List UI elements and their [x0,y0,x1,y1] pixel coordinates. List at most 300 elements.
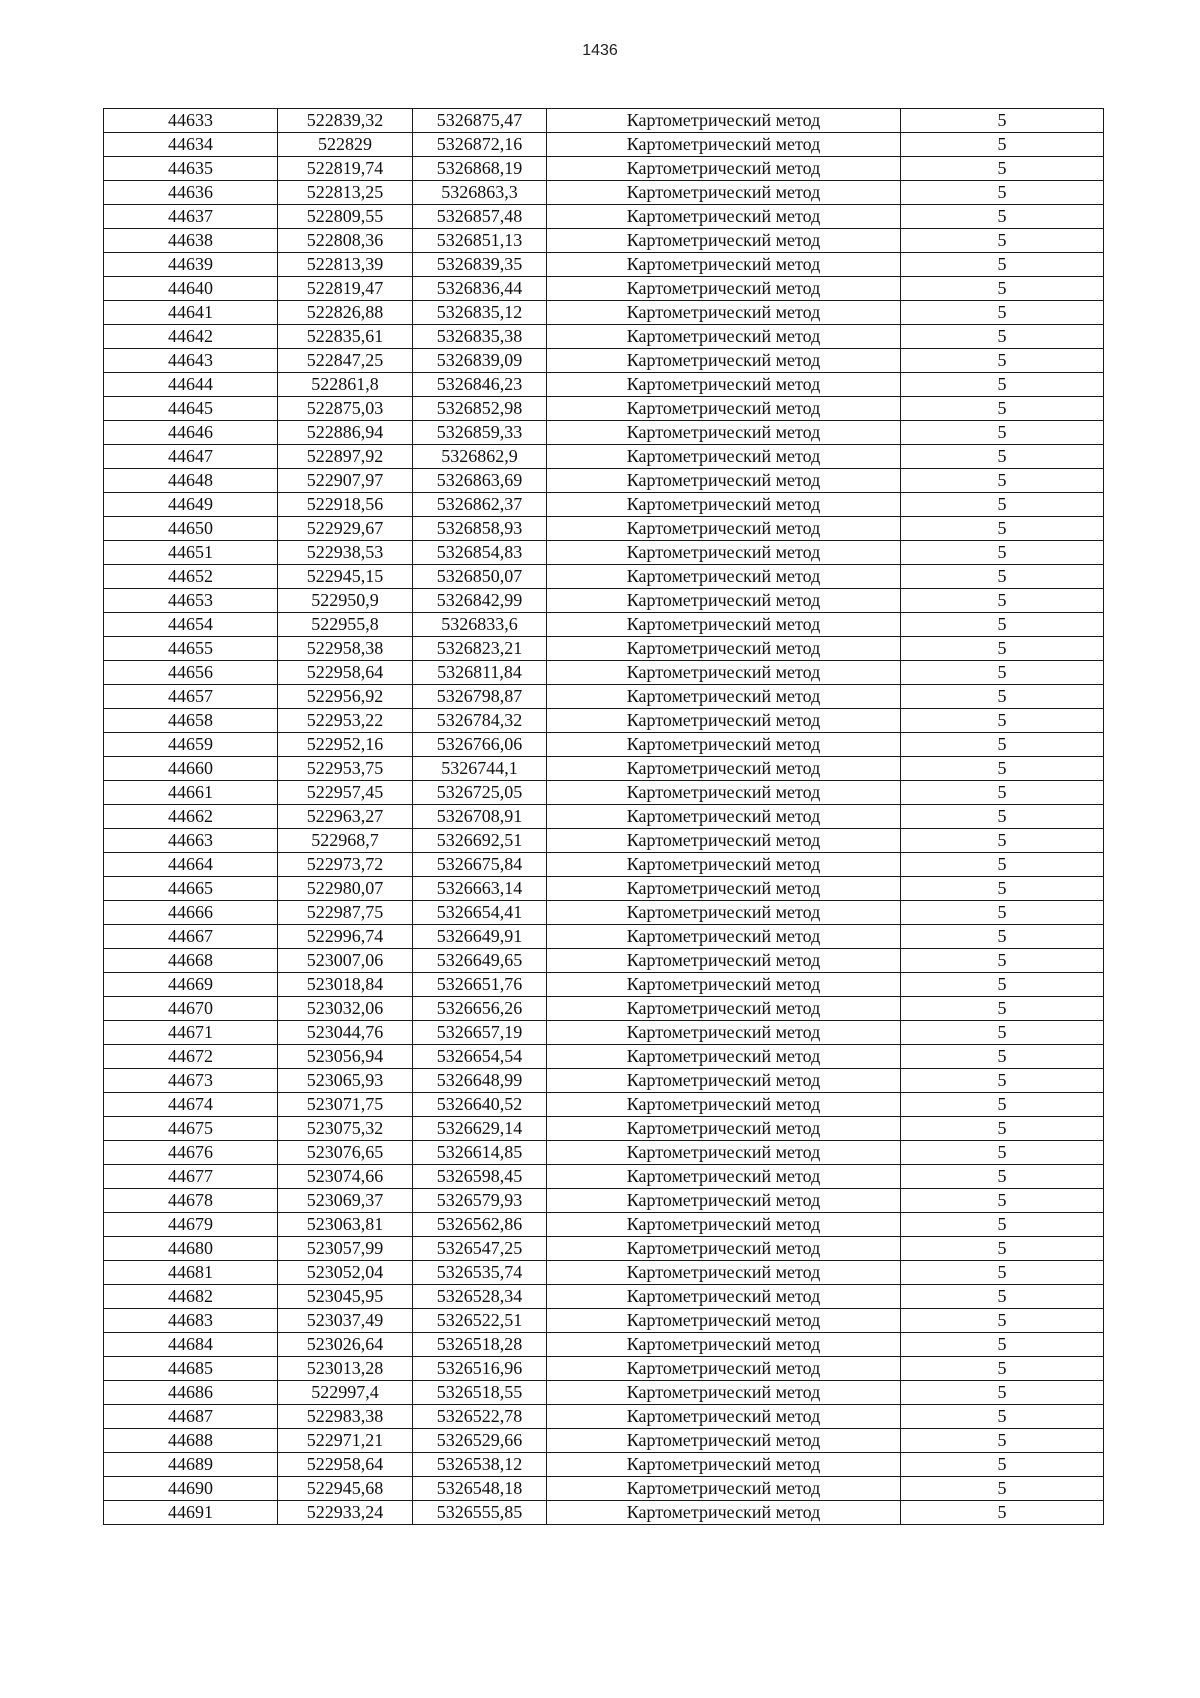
point-number-cell: 44640 [104,277,278,301]
method-cell: Картометрический метод [547,1021,901,1045]
y-coordinate-cell: 5326857,48 [413,205,547,229]
table-row [104,1381,1104,1405]
table-row [104,1261,1104,1285]
point-number-cell: 44641 [104,301,278,325]
coordinates-table [103,108,1104,1525]
table-row [104,1501,1104,1525]
y-coordinate-cell: 5326522,51 [413,1309,547,1333]
x-coordinate-cell: 522933,24 [278,1501,413,1525]
y-coordinate-cell: 5326835,38 [413,325,547,349]
accuracy-cell: 5 [901,1357,1104,1381]
table-row [104,781,1104,805]
point-number-cell: 44667 [104,925,278,949]
x-coordinate-cell: 523075,32 [278,1117,413,1141]
y-coordinate-cell: 5326850,07 [413,565,547,589]
x-coordinate-cell: 522973,72 [278,853,413,877]
y-coordinate-cell: 5326708,91 [413,805,547,829]
x-coordinate-cell: 522829 [278,133,413,157]
table-row [104,109,1104,133]
table-row [104,1189,1104,1213]
table-row [104,925,1104,949]
method-cell: Картометрический метод [547,1261,901,1285]
method-cell: Картометрический метод [547,301,901,325]
table-row [104,1285,1104,1309]
y-coordinate-cell: 5326842,99 [413,589,547,613]
accuracy-cell: 5 [901,1237,1104,1261]
x-coordinate-cell: 522997,4 [278,1381,413,1405]
point-number-cell: 44684 [104,1333,278,1357]
accuracy-cell: 5 [901,613,1104,637]
point-number-cell: 44645 [104,397,278,421]
y-coordinate-cell: 5326675,84 [413,853,547,877]
accuracy-cell: 5 [901,661,1104,685]
y-coordinate-cell: 5326839,09 [413,349,547,373]
method-cell: Картометрический метод [547,205,901,229]
accuracy-cell: 5 [901,973,1104,997]
point-number-cell: 44685 [104,1357,278,1381]
method-cell: Картометрический метод [547,325,901,349]
method-cell: Картометрический метод [547,277,901,301]
y-coordinate-cell: 5326868,19 [413,157,547,181]
method-cell: Картометрический метод [547,997,901,1021]
point-number-cell: 44646 [104,421,278,445]
method-cell: Картометрический метод [547,781,901,805]
y-coordinate-cell: 5326629,14 [413,1117,547,1141]
accuracy-cell: 5 [901,397,1104,421]
method-cell: Картометрический метод [547,157,901,181]
accuracy-cell: 5 [901,733,1104,757]
point-number-cell: 44647 [104,445,278,469]
accuracy-cell: 5 [901,493,1104,517]
x-coordinate-cell: 522819,47 [278,277,413,301]
method-cell: Картометрический метод [547,493,901,517]
method-cell: Картометрический метод [547,349,901,373]
x-coordinate-cell: 523076,65 [278,1141,413,1165]
table-row [104,229,1104,253]
point-number-cell: 44676 [104,1141,278,1165]
y-coordinate-cell: 5326656,26 [413,997,547,1021]
y-coordinate-cell: 5326872,16 [413,133,547,157]
y-coordinate-cell: 5326522,78 [413,1405,547,1429]
method-cell: Картометрический метод [547,1357,901,1381]
point-number-cell: 44635 [104,157,278,181]
method-cell: Картометрический метод [547,181,901,205]
x-coordinate-cell: 523052,04 [278,1261,413,1285]
method-cell: Картометрический метод [547,1213,901,1237]
x-coordinate-cell: 522886,94 [278,421,413,445]
table-row [104,421,1104,445]
method-cell: Картометрический метод [547,853,901,877]
x-coordinate-cell: 522957,45 [278,781,413,805]
x-coordinate-cell: 522955,8 [278,613,413,637]
table-row [104,1309,1104,1333]
point-number-cell: 44668 [104,949,278,973]
x-coordinate-cell: 522987,75 [278,901,413,925]
table-row [104,373,1104,397]
x-coordinate-cell: 523057,99 [278,1237,413,1261]
accuracy-cell: 5 [901,109,1104,133]
point-number-cell: 44688 [104,1429,278,1453]
y-coordinate-cell: 5326516,96 [413,1357,547,1381]
y-coordinate-cell: 5326862,37 [413,493,547,517]
table-row [104,1045,1104,1069]
accuracy-cell: 5 [901,781,1104,805]
x-coordinate-cell: 522945,68 [278,1477,413,1501]
table-row [104,325,1104,349]
table-row [104,1021,1104,1045]
x-coordinate-cell: 523074,66 [278,1165,413,1189]
accuracy-cell: 5 [901,1405,1104,1429]
method-cell: Картометрический метод [547,1285,901,1309]
table-row [104,877,1104,901]
x-coordinate-cell: 522839,32 [278,109,413,133]
point-number-cell: 44672 [104,1045,278,1069]
table-row [104,661,1104,685]
y-coordinate-cell: 5326851,13 [413,229,547,253]
x-coordinate-cell: 522809,55 [278,205,413,229]
point-number-cell: 44675 [104,1117,278,1141]
accuracy-cell: 5 [901,469,1104,493]
accuracy-cell: 5 [901,325,1104,349]
point-number-cell: 44680 [104,1237,278,1261]
accuracy-cell: 5 [901,1453,1104,1477]
y-coordinate-cell: 5326654,54 [413,1045,547,1069]
method-cell: Картометрический метод [547,1405,901,1429]
accuracy-cell: 5 [901,1069,1104,1093]
x-coordinate-cell: 523013,28 [278,1357,413,1381]
accuracy-cell: 5 [901,1045,1104,1069]
method-cell: Картометрический метод [547,1093,901,1117]
point-number-cell: 44634 [104,133,278,157]
x-coordinate-cell: 522808,36 [278,229,413,253]
table-row [104,517,1104,541]
method-cell: Картометрический метод [547,565,901,589]
x-coordinate-cell: 522875,03 [278,397,413,421]
point-number-cell: 44683 [104,1309,278,1333]
method-cell: Картометрический метод [547,1165,901,1189]
table-row [104,1213,1104,1237]
accuracy-cell: 5 [901,541,1104,565]
accuracy-cell: 5 [901,1501,1104,1525]
x-coordinate-cell: 523007,06 [278,949,413,973]
accuracy-cell: 5 [901,565,1104,589]
coordinates-table-body [104,109,1104,1525]
method-cell: Картометрический метод [547,1381,901,1405]
y-coordinate-cell: 5326859,33 [413,421,547,445]
method-cell: Картометрический метод [547,229,901,253]
y-coordinate-cell: 5326836,44 [413,277,547,301]
y-coordinate-cell: 5326555,85 [413,1501,547,1525]
y-coordinate-cell: 5326823,21 [413,637,547,661]
table-row [104,277,1104,301]
y-coordinate-cell: 5326854,83 [413,541,547,565]
y-coordinate-cell: 5326784,32 [413,709,547,733]
point-number-cell: 44633 [104,109,278,133]
method-cell: Картометрический метод [547,757,901,781]
table-row [104,1333,1104,1357]
method-cell: Картометрический метод [547,925,901,949]
table-row [104,805,1104,829]
accuracy-cell: 5 [901,1165,1104,1189]
x-coordinate-cell: 523037,49 [278,1309,413,1333]
accuracy-cell: 5 [901,229,1104,253]
y-coordinate-cell: 5326535,74 [413,1261,547,1285]
method-cell: Картометрический метод [547,421,901,445]
y-coordinate-cell: 5326858,93 [413,517,547,541]
accuracy-cell: 5 [901,685,1104,709]
point-number-cell: 44665 [104,877,278,901]
point-number-cell: 44689 [104,1453,278,1477]
table-row [104,205,1104,229]
accuracy-cell: 5 [901,1285,1104,1309]
x-coordinate-cell: 522835,61 [278,325,413,349]
method-cell: Картометрический метод [547,373,901,397]
accuracy-cell: 5 [901,901,1104,925]
method-cell: Картометрический метод [547,517,901,541]
point-number-cell: 44661 [104,781,278,805]
table-row [104,901,1104,925]
accuracy-cell: 5 [901,1381,1104,1405]
x-coordinate-cell: 522996,74 [278,925,413,949]
x-coordinate-cell: 522929,67 [278,517,413,541]
point-number-cell: 44638 [104,229,278,253]
point-number-cell: 44686 [104,1381,278,1405]
table-row [104,1477,1104,1501]
y-coordinate-cell: 5326798,87 [413,685,547,709]
y-coordinate-cell: 5326562,86 [413,1213,547,1237]
x-coordinate-cell: 522918,56 [278,493,413,517]
point-number-cell: 44657 [104,685,278,709]
y-coordinate-cell: 5326875,47 [413,109,547,133]
accuracy-cell: 5 [901,997,1104,1021]
accuracy-cell: 5 [901,301,1104,325]
x-coordinate-cell: 523018,84 [278,973,413,997]
y-coordinate-cell: 5326744,1 [413,757,547,781]
table-row [104,445,1104,469]
y-coordinate-cell: 5326538,12 [413,1453,547,1477]
x-coordinate-cell: 522958,64 [278,1453,413,1477]
y-coordinate-cell: 5326862,9 [413,445,547,469]
accuracy-cell: 5 [901,709,1104,733]
accuracy-cell: 5 [901,1117,1104,1141]
point-number-cell: 44636 [104,181,278,205]
y-coordinate-cell: 5326835,12 [413,301,547,325]
table-row [104,853,1104,877]
y-coordinate-cell: 5326518,55 [413,1381,547,1405]
y-coordinate-cell: 5326863,69 [413,469,547,493]
method-cell: Картометрический метод [547,1141,901,1165]
point-number-cell: 44678 [104,1189,278,1213]
method-cell: Картометрический метод [547,1453,901,1477]
method-cell: Картометрический метод [547,589,901,613]
method-cell: Картометрический метод [547,661,901,685]
table-row [104,1405,1104,1429]
x-coordinate-cell: 522968,7 [278,829,413,853]
table-row [104,1093,1104,1117]
point-number-cell: 44691 [104,1501,278,1525]
point-number-cell: 44679 [104,1213,278,1237]
point-number-cell: 44648 [104,469,278,493]
accuracy-cell: 5 [901,1141,1104,1165]
accuracy-cell: 5 [901,1213,1104,1237]
table-row [104,349,1104,373]
x-coordinate-cell: 522907,97 [278,469,413,493]
x-coordinate-cell: 522953,75 [278,757,413,781]
table-row [104,709,1104,733]
table-row [104,637,1104,661]
method-cell: Картометрический метод [547,1309,901,1333]
y-coordinate-cell: 5326654,41 [413,901,547,925]
x-coordinate-cell: 522813,39 [278,253,413,277]
table-row [104,181,1104,205]
point-number-cell: 44662 [104,805,278,829]
y-coordinate-cell: 5326579,93 [413,1189,547,1213]
x-coordinate-cell: 522945,15 [278,565,413,589]
point-number-cell: 44674 [104,1093,278,1117]
accuracy-cell: 5 [901,925,1104,949]
accuracy-cell: 5 [901,181,1104,205]
point-number-cell: 44664 [104,853,278,877]
method-cell: Картометрический метод [547,829,901,853]
method-cell: Картометрический метод [547,109,901,133]
table-row [104,301,1104,325]
accuracy-cell: 5 [901,421,1104,445]
point-number-cell: 44650 [104,517,278,541]
accuracy-cell: 5 [901,1309,1104,1333]
method-cell: Картометрический метод [547,637,901,661]
accuracy-cell: 5 [901,445,1104,469]
method-cell: Картометрический метод [547,901,901,925]
x-coordinate-cell: 522938,53 [278,541,413,565]
method-cell: Картометрический метод [547,445,901,469]
x-coordinate-cell: 522980,07 [278,877,413,901]
table-row [104,1429,1104,1453]
x-coordinate-cell: 522950,9 [278,589,413,613]
table-row [104,733,1104,757]
point-number-cell: 44663 [104,829,278,853]
y-coordinate-cell: 5326649,65 [413,949,547,973]
point-number-cell: 44690 [104,1477,278,1501]
accuracy-cell: 5 [901,253,1104,277]
y-coordinate-cell: 5326657,19 [413,1021,547,1045]
x-coordinate-cell: 523026,64 [278,1333,413,1357]
x-coordinate-cell: 523069,37 [278,1189,413,1213]
point-number-cell: 44658 [104,709,278,733]
table-row [104,133,1104,157]
accuracy-cell: 5 [901,949,1104,973]
method-cell: Картометрический метод [547,805,901,829]
accuracy-cell: 5 [901,1021,1104,1045]
accuracy-cell: 5 [901,877,1104,901]
y-coordinate-cell: 5326833,6 [413,613,547,637]
y-coordinate-cell: 5326811,84 [413,661,547,685]
table-row [104,469,1104,493]
y-coordinate-cell: 5326725,05 [413,781,547,805]
table-row [104,829,1104,853]
table-row [104,253,1104,277]
table-row [104,397,1104,421]
y-coordinate-cell: 5326692,51 [413,829,547,853]
point-number-cell: 44654 [104,613,278,637]
point-number-cell: 44639 [104,253,278,277]
accuracy-cell: 5 [901,589,1104,613]
x-coordinate-cell: 522952,16 [278,733,413,757]
point-number-cell: 44687 [104,1405,278,1429]
x-coordinate-cell: 522958,38 [278,637,413,661]
point-number-cell: 44637 [104,205,278,229]
point-number-cell: 44651 [104,541,278,565]
method-cell: Картометрический метод [547,1333,901,1357]
page-number: 1436 [582,42,618,59]
x-coordinate-cell: 522819,74 [278,157,413,181]
y-coordinate-cell: 5326518,28 [413,1333,547,1357]
point-number-cell: 44643 [104,349,278,373]
accuracy-cell: 5 [901,373,1104,397]
table-row [104,685,1104,709]
method-cell: Картометрический метод [547,1429,901,1453]
accuracy-cell: 5 [901,757,1104,781]
point-number-cell: 44644 [104,373,278,397]
point-number-cell: 44673 [104,1069,278,1093]
method-cell: Картометрический метод [547,733,901,757]
x-coordinate-cell: 523071,75 [278,1093,413,1117]
point-number-cell: 44642 [104,325,278,349]
y-coordinate-cell: 5326598,45 [413,1165,547,1189]
point-number-cell: 44669 [104,973,278,997]
table-row [104,541,1104,565]
y-coordinate-cell: 5326651,76 [413,973,547,997]
method-cell: Картометрический метод [547,469,901,493]
accuracy-cell: 5 [901,1261,1104,1285]
accuracy-cell: 5 [901,1429,1104,1453]
point-number-cell: 44652 [104,565,278,589]
x-coordinate-cell: 522971,21 [278,1429,413,1453]
point-number-cell: 44666 [104,901,278,925]
y-coordinate-cell: 5326614,85 [413,1141,547,1165]
x-coordinate-cell: 522897,92 [278,445,413,469]
accuracy-cell: 5 [901,205,1104,229]
table-row [104,949,1104,973]
x-coordinate-cell: 522847,25 [278,349,413,373]
method-cell: Картометрический метод [547,1477,901,1501]
table-row [104,1237,1104,1261]
table-row [104,1165,1104,1189]
accuracy-cell: 5 [901,517,1104,541]
y-coordinate-cell: 5326852,98 [413,397,547,421]
y-coordinate-cell: 5326863,3 [413,181,547,205]
table-row [104,1357,1104,1381]
method-cell: Картометрический метод [547,397,901,421]
table-row [104,157,1104,181]
table-row [104,1141,1104,1165]
x-coordinate-cell: 523045,95 [278,1285,413,1309]
point-number-cell: 44682 [104,1285,278,1309]
table-row [104,1069,1104,1093]
point-number-cell: 44653 [104,589,278,613]
method-cell: Картометрический метод [547,1117,901,1141]
method-cell: Картометрический метод [547,1069,901,1093]
point-number-cell: 44671 [104,1021,278,1045]
y-coordinate-cell: 5326548,18 [413,1477,547,1501]
point-number-cell: 44677 [104,1165,278,1189]
table-row [104,997,1104,1021]
method-cell: Картометрический метод [547,1501,901,1525]
y-coordinate-cell: 5326640,52 [413,1093,547,1117]
point-number-cell: 44655 [104,637,278,661]
accuracy-cell: 5 [901,805,1104,829]
y-coordinate-cell: 5326766,06 [413,733,547,757]
method-cell: Картометрический метод [547,1189,901,1213]
